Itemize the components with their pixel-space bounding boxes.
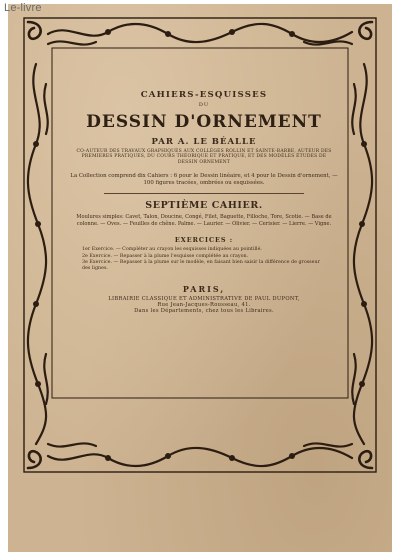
- collection-note: La Collection comprend dix Cahiers : 6 pour le Dessin linéaire, et 4 pour le Dessin d'ornement, — 100 figures tracées, ombrées ou esquissées.: [70, 173, 338, 187]
- publisher-line: LIBRAIRIE CLASSIQUE ET ADMINISTRATIVE DE PAUL DUPONT,: [108, 295, 300, 302]
- divider-rule: [104, 193, 304, 194]
- publisher-block: [66, 296, 342, 315]
- publisher-address: Rue Jean-Jacques-Rousseau, 41.: [157, 301, 251, 308]
- exercices-heading: EXERCICES :: [174, 235, 234, 244]
- cahier-contents: Moulures simples: Cavet, Talon, Doucine, Congé, Filet, Baguette, Filloche, Tore, Scotie. — Base de colonne. — Oves. — Feuilles de chêne. Palme. — Laurier. — Olivier. — Cerisier. — Lierre. — Vigne.: [76, 214, 332, 227]
- exercise-item: 2e Exercice. — Repasser à la plume l'esquisse complétée au crayon.: [82, 253, 249, 259]
- author-credits: CO-AUTEUR DES TRAVAUX GRAPHIQUES AUX COLLÈGES ROLLIN ET SAINTE-BARBE, AUTEUR DES PREMIERES PRATIQUES, DU COURS THÉORIQUE ET PRATIQUE, ET DES MODÈLES ÉTUDES DE DESSIN ORNEMENT: [76, 149, 332, 165]
- exercise-list: [66, 247, 342, 273]
- series-title: CAHIERS-ESQUISSES: [140, 90, 268, 100]
- exercise-item: 3e Exercice. — Repasser à la plume sur le modèle, en faisant bien saisir la différence de grosseur des lignes.: [82, 260, 320, 272]
- publisher-note: Dans les Départements, chez tous les Libraires.: [134, 308, 274, 315]
- main-title: DESSIN D'ORNEMENT: [86, 112, 322, 132]
- cahier-heading: SEPTIÈME CAHIER.: [145, 200, 263, 212]
- city-name: PARIS,: [182, 283, 226, 294]
- book-cover: [8, 4, 392, 552]
- author-line: PAR A. LE BÉALLE: [151, 137, 257, 147]
- title-panel: [66, 66, 342, 388]
- du-text: DU: [198, 102, 210, 108]
- exercise-item: 1er Exercice. — Compléter au crayon les esquisses indiquées au pointillé.: [82, 246, 262, 252]
- watermark: Le-livre: [4, 2, 42, 14]
